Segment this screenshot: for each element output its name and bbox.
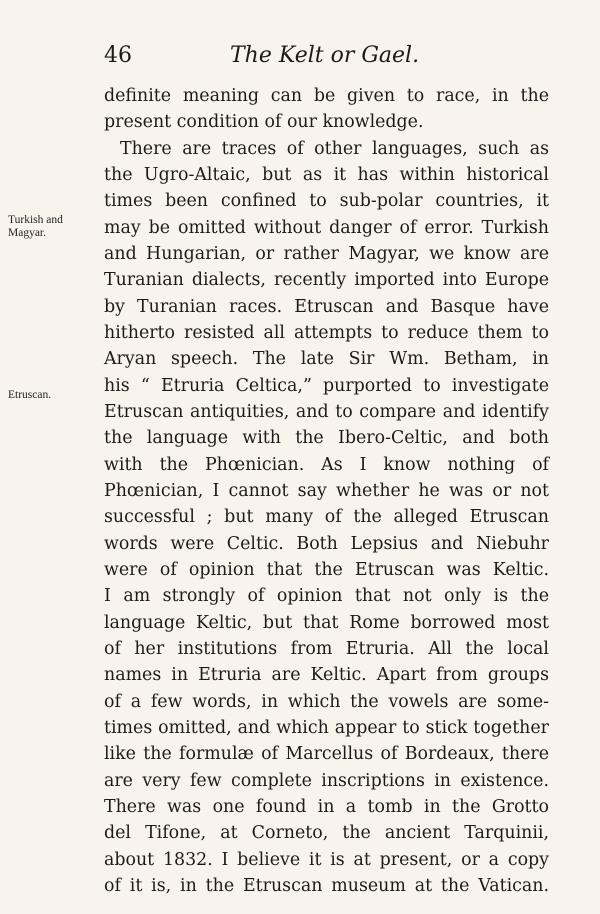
text-line: del Tifone, at Corneto, the ancient Tarquinii,	[104, 823, 549, 844]
text-line: hitherto resisted all attempts to reduce them to	[104, 322, 549, 343]
margin-note-line: Magyar.	[8, 227, 47, 239]
text-line: of a few words, in which the vowels are some-	[104, 691, 549, 712]
text-line: about 1832. I believe it is at present, or a copy	[104, 849, 549, 870]
margin-note-line: Turkish and	[8, 214, 63, 226]
text-line: I am strongly of opinion that not only is the	[104, 586, 549, 607]
text-line: definite meaning can be given to race, in the	[104, 86, 549, 106]
text-line: of her institutions from Etruria. All the local	[104, 638, 549, 659]
page-number: 46	[104, 43, 132, 68]
text-line: names in Etruria are Keltic. Apart from groups	[104, 665, 549, 686]
text-line: may be omitted without danger of error. Turkish	[104, 217, 549, 238]
text-line: Turanian dialects, recently imported into Europe	[104, 270, 549, 291]
text-line: There was one found in a tomb in the Grotto	[104, 796, 549, 817]
text-line: his “ Etruria Celtica,” purported to investigate	[104, 375, 549, 396]
text-line: by Turanian races. Etruscan and Basque have	[104, 296, 549, 317]
text-line: are very few complete inscriptions in existence.	[104, 770, 549, 791]
text-line: Phœnician, I cannot say whether he was or not	[104, 480, 549, 501]
text-line: Etruscan antiquities, and to compare and identify	[104, 401, 549, 422]
text-line: successful ; but many of the alleged Etruscan	[104, 507, 549, 528]
running-title: The Kelt or Gael.	[230, 43, 420, 68]
text-line: like the formulæ of Marcellus of Bordeaux, there	[104, 744, 549, 765]
text-line: with the Phœnician. As I know nothing of	[104, 454, 549, 475]
text-line: times omitted, and which appear to stick together	[104, 717, 549, 738]
margin-note-turkish-magyar	[8, 214, 98, 240]
text-line: Aryan speech. The late Sir Wm. Betham, in	[104, 349, 549, 370]
text-line: present condition of our knowledge.	[104, 112, 424, 133]
body-text	[104, 83, 549, 899]
text-line: of it is, in the Etruscan museum at the Vatican.	[104, 875, 549, 896]
text-line: language Keltic, but that Rome borrowed most	[104, 612, 549, 633]
text-line: the Ugro-Altaic, but as it has within historical	[104, 164, 549, 185]
page-header	[104, 40, 549, 72]
text-line: the language with the Ibero-Celtic, and both	[104, 428, 549, 449]
text-line: times been confined to sub-polar countries, it	[104, 191, 549, 212]
text-line: There are traces of other languages, such as	[120, 138, 549, 159]
margin-note-etruscan: Etruscan.	[8, 389, 52, 401]
text-line: words were Celtic. Both Lepsius and Niebuhr	[104, 533, 549, 554]
text-line: were of opinion that the Etruscan was Keltic.	[104, 559, 549, 580]
text-line: and Hungarian, or rather Magyar, we know are	[104, 243, 549, 264]
